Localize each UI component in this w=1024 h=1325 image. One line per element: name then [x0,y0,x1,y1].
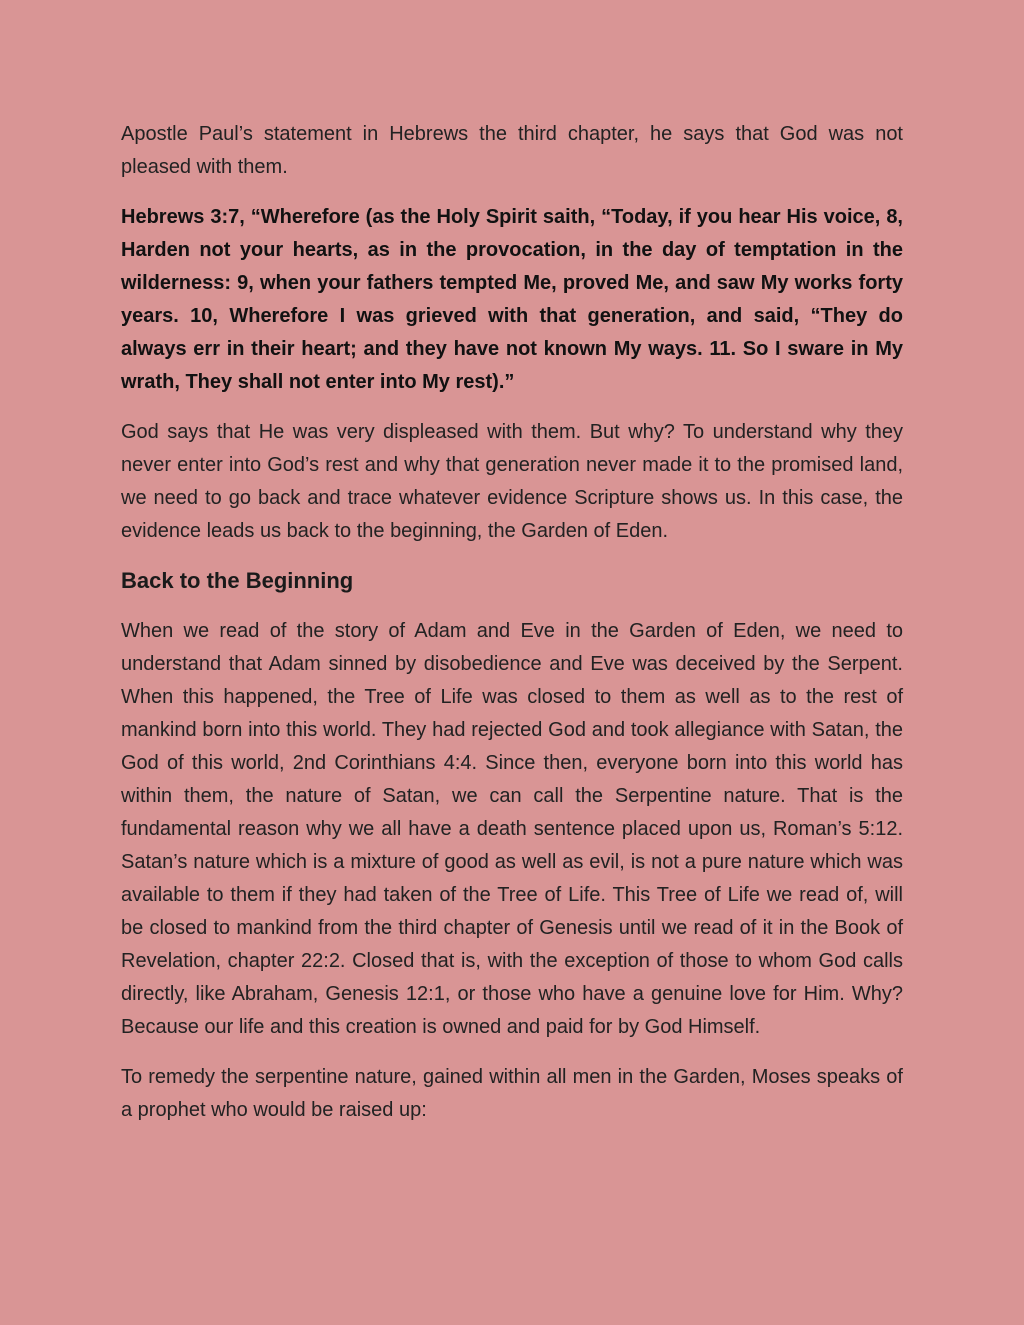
document-body [121,118,903,1144]
section-heading: Back to the Beginning [121,568,354,593]
scripture-quote-hebrews: Hebrews 3:7, “Wherefore (as the Holy Spirit saith, “Today, if you hear His voice, 8, Harden not your hearts, as in the provocation, in the day of temptation in the wilderness: 9, when your fathers tempted Me, proved Me, and saw My works forty years. 10, Wherefore I was grieved with that generation, and said, “They do always err in their heart; and they have not known My ways. 11. So I sware in My wrath, They shall not enter into My rest).” [121,206,903,393]
paragraph-remedy: To remedy the serpentine nature, gained within all men in the Garden, Moses speaks of a prophet who would be raised up: [121,1066,903,1121]
paragraph-garden-of-eden: When we read of the story of Adam and Eve in the Garden of Eden, we need to understand that Adam sinned by disobedience and Eve was deceived by the Serpent. When this happened, the Tree of Life was closed to them as well as to the rest of mankind born into this world. They had rejected God and took allegiance with Satan, the God of this world, 2nd Corinthians 4:4. Since then, everyone born into this world has within them, the nature of Satan, we can call the Serpentine nature. That is the fundamental reason why we all have a death sentence placed upon us, Roman’s 5:12. Satan’s nature which is a mixture of good as well as evil, is not a pure nature which was available to them if they had taken of the Tree of Life. This Tree of Life we read of, will be closed to mankind from the third chapter of Genesis until we read of it in the Book of Revelation, chapter 22:2. Closed that is, with the exception of those to whom God calls directly, like Abraham, Genesis 12:1, or those who have a genuine love for Him. Why? Because our life and this creation is owned and paid for by God Himself. [121,620,903,1038]
paragraph-intro: Apostle Paul’s statement in Hebrews the third chapter, he says that God was not pleased with them. [121,123,903,178]
paragraph-displeasure: God says that He was very displeased with them. But why? To understand why they never enter into God’s rest and why that generation never made it to the promised land, we need to go back and trace whatever evidence Scripture shows us. In this case, the evidence leads us back to the beginning, the Garden of Eden. [121,421,903,542]
